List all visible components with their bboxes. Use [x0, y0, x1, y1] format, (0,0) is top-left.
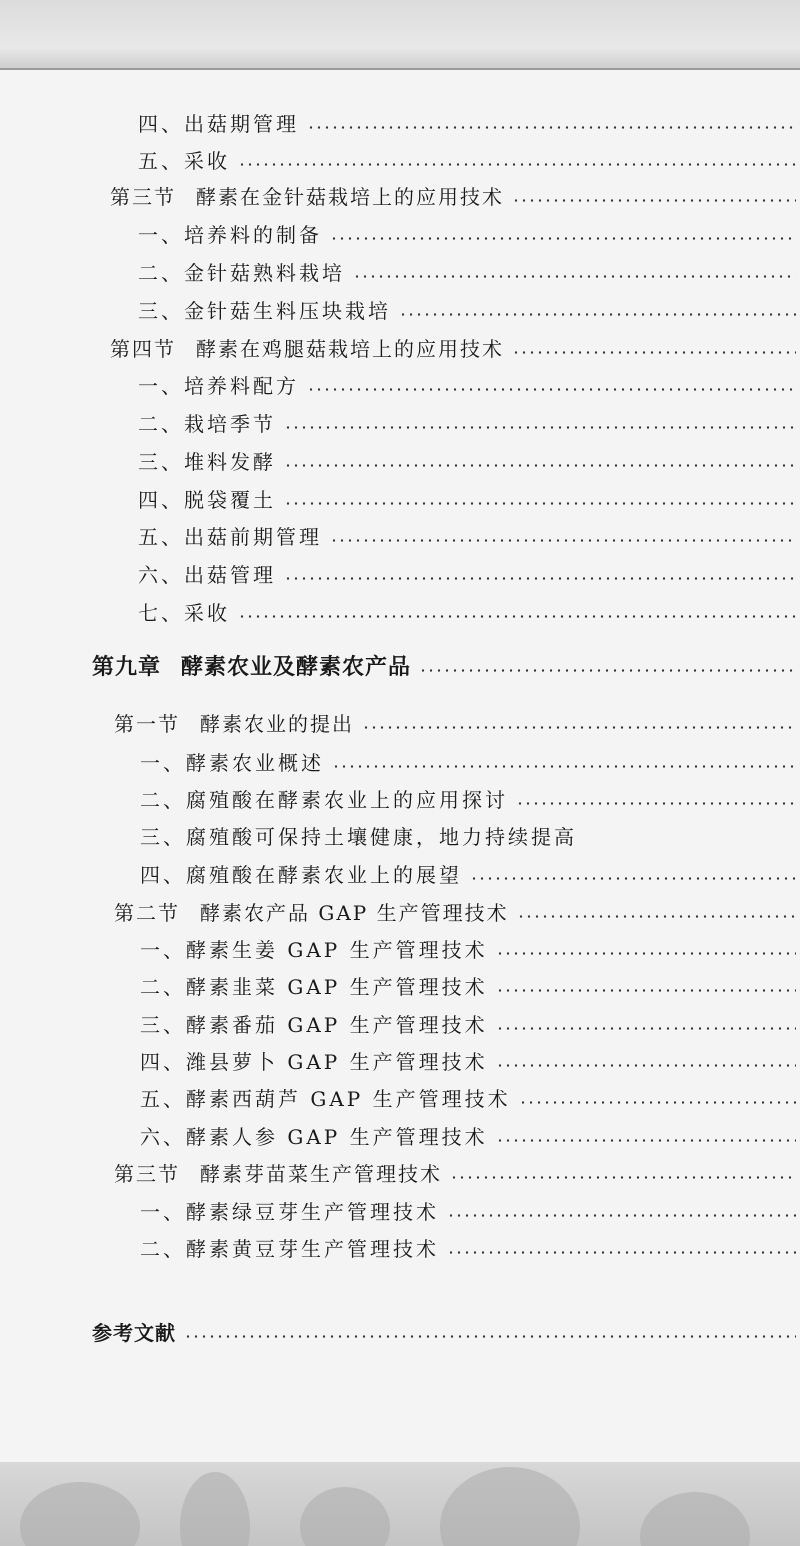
page-header-band — [0, 0, 800, 70]
section-title: 酵素农业的提出 — [200, 711, 354, 736]
toc-entry — [0, 405, 800, 439]
toc-entry — [0, 292, 800, 326]
toc-entry-label: 四、腐殖酸在酵素农业上的展望 — [140, 862, 462, 887]
toc-section-label — [114, 1158, 446, 1187]
toc-entry — [0, 105, 800, 139]
dot-leader — [284, 426, 796, 429]
dot-leader — [519, 1101, 796, 1104]
toc-entry-label: 六、出菇管理 — [138, 562, 276, 587]
section-title: 酵素农产品 GAP 生产管理技术 — [200, 900, 509, 925]
dot-leader — [362, 726, 796, 729]
decorative-pattern — [640, 1492, 750, 1546]
toc-section — [0, 894, 800, 928]
toc-entry — [0, 481, 800, 515]
dot-leader — [284, 577, 796, 580]
toc-entry — [0, 1080, 800, 1114]
toc-entry-label: 四、潍县萝卜 GAP 生产管理技术 — [140, 1049, 488, 1074]
toc-entry — [0, 594, 800, 628]
dot-leader — [330, 539, 796, 542]
dot-leader — [512, 199, 796, 202]
toc-entry-label: 六、酵素人参 GAP 生产管理技术 — [140, 1124, 488, 1149]
dot-leader — [447, 1214, 796, 1217]
toc-chapter-label — [92, 650, 415, 681]
toc-entry — [0, 142, 800, 176]
toc-entry-label: 三、酵素番茄 GAP 生产管理技术 — [140, 1012, 488, 1037]
toc-section-label — [110, 181, 508, 210]
dot-leader — [332, 765, 796, 768]
toc-entry-label: 二、腐殖酸在酵素农业上的应用探讨 — [140, 787, 508, 812]
toc-entry-label: 三、金针菇生料压块栽培 — [138, 298, 391, 323]
dot-leader — [238, 163, 796, 166]
dot-leader — [307, 388, 796, 391]
decorative-pattern — [20, 1482, 140, 1546]
toc-entry-label: 三、堆料发酵 — [138, 449, 276, 474]
dot-leader — [353, 275, 796, 278]
toc-entry — [0, 1006, 800, 1040]
dot-leader — [496, 1064, 796, 1067]
section-number: 第四节 — [110, 336, 176, 361]
dot-leader — [496, 989, 796, 992]
section-number: 第三节 — [114, 1161, 180, 1186]
toc-entry-label: 一、酵素农业概述 — [140, 750, 324, 775]
dot-leader — [496, 1139, 796, 1142]
section-number: 第三节 — [110, 184, 176, 209]
toc-entry — [0, 931, 800, 965]
decorative-pattern — [440, 1467, 580, 1546]
dot-leader — [516, 802, 796, 805]
dot-leader — [512, 351, 796, 354]
dot-leader — [419, 669, 796, 672]
toc-entry — [0, 443, 800, 477]
toc-entry — [0, 254, 800, 288]
toc-entry-label: 二、金针菇熟料栽培 — [138, 260, 345, 285]
chapter-title: 酵素农业及酵素农产品 — [181, 654, 412, 680]
page-footer-band — [0, 1462, 800, 1546]
dot-leader — [330, 237, 796, 240]
toc-entry — [0, 856, 800, 890]
toc-entry — [0, 968, 800, 1002]
section-title: 酵素在金针菇栽培上的应用技术 — [196, 184, 504, 209]
toc-entry — [0, 216, 800, 250]
toc-section-label — [114, 897, 513, 926]
dot-leader — [284, 502, 796, 505]
dot-leader — [470, 877, 796, 880]
toc-entry-label: 五、出菇前期管理 — [138, 524, 322, 549]
dot-leader — [238, 615, 796, 618]
toc-entry — [0, 367, 800, 401]
toc-entry-label: 三、腐殖酸可保持土壤健康，地力持续提高 — [140, 824, 577, 849]
toc-section-label — [114, 708, 358, 737]
toc-section-label — [110, 333, 508, 362]
chapter-number: 第九章 — [92, 654, 162, 680]
decorative-pattern — [180, 1472, 250, 1546]
toc-entry-label: 二、酵素韭菜 GAP 生产管理技术 — [140, 974, 488, 999]
dot-leader — [184, 1335, 796, 1338]
toc-entry-label: 一、酵素生姜 GAP 生产管理技术 — [140, 937, 488, 962]
toc-entry-label: 四、脱袋覆土 — [138, 487, 276, 512]
toc-entry — [0, 1193, 800, 1227]
toc-entry-label: 一、培养料的制备 — [138, 222, 322, 247]
toc-entry-label: 四、出菇期管理 — [138, 111, 299, 136]
toc-entry — [0, 1118, 800, 1152]
dot-leader — [496, 1027, 796, 1030]
section-title: 酵素在鸡腿菇栽培上的应用技术 — [196, 336, 504, 361]
section-title: 酵素芽苗菜生产管理技术 — [200, 1161, 442, 1186]
decorative-pattern — [300, 1487, 390, 1546]
toc-references-label: 参考文献 — [92, 1320, 176, 1345]
dot-leader — [399, 313, 796, 316]
toc-section — [0, 1155, 800, 1189]
dot-leader — [447, 1251, 796, 1254]
toc-entry-label: 五、采收 — [138, 148, 230, 173]
toc-entry — [0, 1230, 800, 1264]
toc-entry-label: 二、酵素黄豆芽生产管理技术 — [140, 1236, 439, 1261]
toc-chapter — [0, 648, 800, 682]
toc-entry — [0, 781, 800, 815]
toc-entry — [0, 518, 800, 552]
toc-entry — [0, 1043, 800, 1077]
dot-leader — [307, 126, 796, 129]
dot-leader — [496, 952, 796, 955]
toc-section — [0, 178, 800, 212]
section-number: 第二节 — [114, 900, 180, 925]
toc-entry — [0, 818, 800, 852]
toc-entry-label: 二、栽培季节 — [138, 411, 276, 436]
toc-entry-label: 五、酵素西葫芦 GAP 生产管理技术 — [140, 1086, 511, 1111]
toc-section — [0, 330, 800, 364]
toc-section — [0, 705, 800, 739]
dot-leader — [450, 1176, 796, 1179]
toc-references — [0, 1314, 800, 1348]
section-number: 第一节 — [114, 711, 180, 736]
dot-leader — [517, 915, 796, 918]
dot-leader — [284, 464, 796, 467]
toc-entry-label: 一、培养料配方 — [138, 373, 299, 398]
toc-entry-label: 七、采收 — [138, 600, 230, 625]
toc-entry — [0, 744, 800, 778]
toc-entry-label: 一、酵素绿豆芽生产管理技术 — [140, 1199, 439, 1224]
toc-entry — [0, 556, 800, 590]
